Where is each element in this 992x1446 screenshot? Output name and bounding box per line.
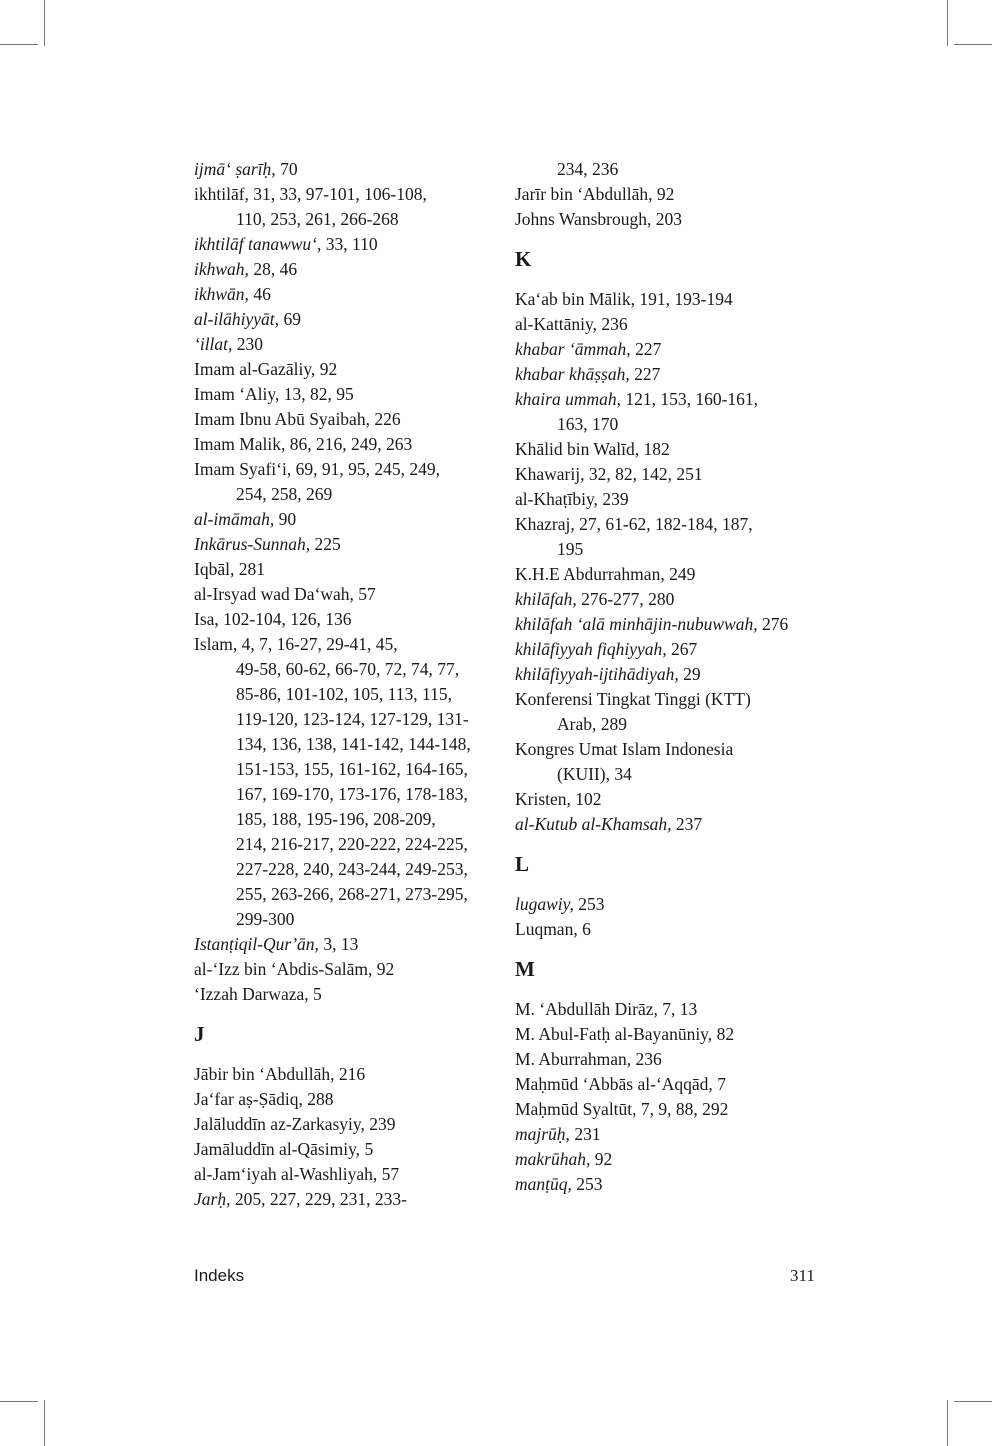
index-entry xyxy=(194,382,494,407)
index-entry xyxy=(515,312,815,337)
index-page-refs: 7 xyxy=(717,1074,726,1094)
index-entry xyxy=(194,332,494,357)
index-entry xyxy=(194,257,494,282)
index-term: al-Irsyad wad Daʻwah, xyxy=(194,584,354,604)
index-entry xyxy=(515,812,815,837)
index-entry-continuation: 255, 263-266, 268-271, 273-295, xyxy=(236,884,468,904)
index-entry-continuation: 151-153, 155, 161-162, 164-165, xyxy=(236,759,468,779)
index-letter-heading: M xyxy=(515,957,535,981)
index-entry xyxy=(515,182,815,207)
index-term: Kongres Umat Islam Indonesia xyxy=(515,739,734,759)
index-page-refs: 227 xyxy=(634,364,661,384)
index-entry xyxy=(515,487,815,512)
index-term: al-Khaṭībiy, xyxy=(515,489,598,509)
index-entry xyxy=(515,1047,815,1072)
index-entry xyxy=(194,457,494,482)
index-term: Iqbāl, xyxy=(194,559,235,579)
index-term: khabar khāṣṣah, xyxy=(515,364,630,384)
index-entry xyxy=(515,437,815,462)
index-term: Imam Ibnu Abū Syaibah, xyxy=(194,409,370,429)
index-entry-continuation: (KUII), 34 xyxy=(557,764,632,784)
index-page-refs: 46 xyxy=(253,284,271,304)
index-letter-heading: L xyxy=(515,852,530,876)
index-entry xyxy=(194,1162,494,1187)
index-entry-continuation: 254, 258, 269 xyxy=(236,484,333,504)
index-page-refs: 28, 46 xyxy=(253,259,298,279)
index-term: manṭūq, xyxy=(515,1174,572,1194)
index-page-refs: 288 xyxy=(307,1089,334,1109)
index-term: Jaʻfar aṣ-Ṣādiq, xyxy=(194,1089,303,1109)
index-term: khaira ummah, xyxy=(515,389,621,409)
index-page-refs: 182 xyxy=(643,439,670,459)
index-page-refs: 230 xyxy=(236,334,264,354)
index-term: ijmāʻ ṣarīḥ, xyxy=(194,159,276,179)
index-term: lugawiy, xyxy=(515,894,574,914)
index-entry xyxy=(194,1087,494,1112)
index-entry xyxy=(194,232,494,257)
index-letter-heading: J xyxy=(194,1022,205,1046)
index-entry xyxy=(515,997,815,1022)
index-entry xyxy=(515,1022,815,1047)
index-page-refs: 226 xyxy=(374,409,401,429)
index-entry-continuation: 234, 236 xyxy=(557,159,619,179)
index-page-refs: 227 xyxy=(635,339,662,359)
index-term: ikhtilāf tanawwuʻ, xyxy=(194,234,322,254)
index-page-refs: 31, 33, 97-101, 106-108, xyxy=(253,184,427,204)
index-entry-continuation: 299-300 xyxy=(236,909,295,929)
index-term: Jarīr bin ʻAbdullāh, xyxy=(515,184,653,204)
index-term: Isa, xyxy=(194,609,219,629)
running-footer-title: Indeks xyxy=(194,1266,245,1285)
index-entry-continuation: 49-58, 60-62, 66-70, 72, 74, 77, xyxy=(236,659,460,679)
index-term: Istanṭiqil-Qurʼān, xyxy=(194,934,319,954)
index-column-right xyxy=(515,157,815,1197)
index-page-refs: 5 xyxy=(313,984,322,1004)
index-entry xyxy=(194,932,494,957)
index-term: ʻIzzah Darwaza, xyxy=(194,984,309,1004)
index-term: al-Jamʻiyah al-Washliyah, xyxy=(194,1164,378,1184)
index-entry xyxy=(194,1112,494,1137)
index-entry xyxy=(194,432,494,457)
index-term: al-ʻIzz bin ʻAbdis-Salām, xyxy=(194,959,373,979)
index-page-refs: 27, 61-62, 182-184, 187, xyxy=(579,514,753,534)
index-entry xyxy=(515,512,815,537)
index-page-refs: 239 xyxy=(369,1114,396,1134)
index-term: Jarḥ, xyxy=(194,1189,231,1209)
index-term: al-ilāhiyyāt, xyxy=(194,309,280,329)
index-entry xyxy=(194,282,494,307)
index-term: Maḥmūd Syaltūt, xyxy=(515,1099,637,1119)
index-entry-continuation: 167, 169-170, 173-176, 178-183, xyxy=(236,784,468,804)
index-term: Johns Wansbrough, xyxy=(515,209,652,229)
index-entry-continuation: 85-86, 101-102, 105, 113, 115, xyxy=(236,684,452,704)
index-entry xyxy=(194,157,494,182)
index-page-refs: 86, 216, 249, 263 xyxy=(289,434,413,454)
index-entry xyxy=(194,507,494,532)
index-entry xyxy=(194,307,494,332)
crop-mark xyxy=(44,1400,45,1446)
crop-mark xyxy=(0,1401,38,1402)
index-page-refs: 69, 91, 95, 245, 249, xyxy=(295,459,440,479)
index-entry xyxy=(515,737,815,762)
index-term: khilāfah, xyxy=(515,589,577,609)
index-page-refs: 102-104, 126, 136 xyxy=(223,609,352,629)
index-entry xyxy=(515,387,815,412)
index-term: Khazraj, xyxy=(515,514,575,534)
index-page-refs: 69 xyxy=(283,309,301,329)
index-page-refs: 3, 13 xyxy=(323,934,359,954)
index-term: ikhtilāf, xyxy=(194,184,249,204)
index-term: khilāfiyyah fiqhiyyah, xyxy=(515,639,667,659)
index-term: ʻillat, xyxy=(194,334,233,354)
index-entry-continuation: 195 xyxy=(557,539,584,559)
index-term: khilāfiyyah-ijtihādiyah, xyxy=(515,664,679,684)
index-page-refs: 236 xyxy=(601,314,628,334)
index-page-refs: 205, 227, 229, 231, 233- xyxy=(234,1189,407,1209)
index-entry xyxy=(515,587,815,612)
index-term: Imam ʻAliy, xyxy=(194,384,280,404)
index-entry-continuation: Arab, 289 xyxy=(557,714,627,734)
crop-mark xyxy=(44,0,45,46)
index-entry xyxy=(515,362,815,387)
index-page-refs: 92 xyxy=(319,359,338,379)
index-entry xyxy=(194,957,494,982)
index-entry-continuation: 214, 216-217, 220-222, 224-225, xyxy=(236,834,468,854)
crop-mark xyxy=(947,1400,948,1446)
index-page-refs: 4, 7, 16-27, 29-41, 45, xyxy=(241,634,398,654)
index-page-refs: 239 xyxy=(602,489,629,509)
index-term: Luqman, xyxy=(515,919,578,939)
index-entry-continuation: 163, 170 xyxy=(557,414,619,434)
index-entry xyxy=(194,532,494,557)
index-page-refs: 225 xyxy=(314,534,341,554)
index-entry xyxy=(515,1147,815,1172)
index-term: Imam al-Gazāliy, xyxy=(194,359,316,379)
index-entry xyxy=(515,1172,815,1197)
index-entry xyxy=(515,562,815,587)
index-page-refs: 90 xyxy=(278,509,297,529)
index-term: Islam, xyxy=(194,634,238,654)
index-term: Kaʻab bin Mālik, xyxy=(515,289,636,309)
index-term: khilāfah ʻalā minhājin-nubuwwah, xyxy=(515,614,758,634)
index-term: makrūhah, xyxy=(515,1149,591,1169)
index-entry xyxy=(515,462,815,487)
index-term: Konferensi Tingkat Tinggi (KTT) xyxy=(515,689,751,709)
index-entry xyxy=(194,582,494,607)
index-page-refs: 92 xyxy=(656,184,675,204)
index-entry xyxy=(194,982,494,1007)
index-entry-continuation: 185, 188, 195-196, 208-209, xyxy=(236,809,436,829)
index-page-refs: 7, 13 xyxy=(662,999,698,1019)
index-page-refs: 32, 82, 142, 251 xyxy=(588,464,703,484)
index-page-refs: 5 xyxy=(364,1139,374,1159)
index-entry xyxy=(515,687,815,712)
index-page-refs: 29 xyxy=(683,664,701,684)
index-entry xyxy=(194,1062,494,1087)
index-column-left xyxy=(194,157,494,1212)
index-entry xyxy=(515,207,815,232)
index-term: majrūḥ, xyxy=(515,1124,570,1144)
index-entry xyxy=(194,607,494,632)
index-entry xyxy=(515,662,815,687)
index-page-refs: 236 xyxy=(635,1049,662,1069)
index-entry-continuation: 227-228, 240, 243-244, 249-253, xyxy=(236,859,468,879)
index-entry xyxy=(515,612,815,637)
index-term: Jamāluddīn al-Qāsimiy, xyxy=(194,1139,361,1159)
index-term: ikhwān, xyxy=(194,284,249,304)
index-term: K.H.E Abdurrahman, xyxy=(515,564,665,584)
index-entry-continuation: 134, 136, 138, 141-142, 144-148, xyxy=(236,734,471,754)
index-entry xyxy=(515,892,815,917)
index-entry xyxy=(194,1137,494,1162)
page-number: 311 xyxy=(790,1266,815,1285)
index-entry xyxy=(515,287,815,312)
index-entry xyxy=(194,1187,494,1212)
index-page-refs: 121, 153, 160-161, xyxy=(625,389,759,409)
index-entry xyxy=(515,637,815,662)
index-page-refs: 253 xyxy=(576,1174,603,1194)
index-entry-continuation: 110, 253, 261, 266-268 xyxy=(236,209,399,229)
index-page-refs: 216 xyxy=(338,1064,366,1084)
index-term: Maḥmūd ʻAbbās al-ʻAqqād, xyxy=(515,1074,713,1094)
index-term: Imam Malik, xyxy=(194,434,286,454)
crop-mark xyxy=(0,44,38,45)
index-term: ikhwah, xyxy=(194,259,249,279)
index-page-refs: 276 xyxy=(761,614,789,634)
index-page-refs: 276-277, 280 xyxy=(581,589,675,609)
index-page-refs: 7, 9, 88, 292 xyxy=(640,1099,729,1119)
index-page-refs: 203 xyxy=(655,209,682,229)
index-entry xyxy=(194,357,494,382)
crop-mark xyxy=(954,44,992,45)
index-page-refs: 82 xyxy=(716,1024,735,1044)
index-term: M. ʻAbdullāh Dirāz, xyxy=(515,999,658,1019)
index-entry xyxy=(515,917,815,942)
index-entry xyxy=(515,787,815,812)
index-letter-heading: K xyxy=(515,247,532,271)
index-page-refs: 253 xyxy=(578,894,605,914)
index-entry xyxy=(515,1122,815,1147)
index-term: Khawarij, xyxy=(515,464,585,484)
index-entry xyxy=(515,1097,815,1122)
index-page-refs: 13, 82, 95 xyxy=(283,384,354,404)
index-term: Khālid bin Walīd, xyxy=(515,439,640,459)
index-page-refs: 281 xyxy=(238,559,265,579)
index-term: khabar ʻāmmah, xyxy=(515,339,631,359)
index-entry xyxy=(515,1072,815,1097)
index-page-refs: 6 xyxy=(582,919,591,939)
index-term: al-Kutub al-Khamsah, xyxy=(515,814,672,834)
index-page-refs: 57 xyxy=(381,1164,400,1184)
index-entry xyxy=(194,557,494,582)
index-term: al-Kattāniy, xyxy=(515,314,597,334)
index-entry xyxy=(515,337,815,362)
index-page-refs: 33, 110 xyxy=(325,234,378,254)
index-term: Jalāluddīn az-Zarkasyiy, xyxy=(194,1114,365,1134)
index-page-refs: 70 xyxy=(280,159,298,179)
index-entry-continuation: 119-120, 123-124, 127-129, 131- xyxy=(236,709,469,729)
index-page-refs: 102 xyxy=(575,789,602,809)
index-term: Imam Syafiʻi, xyxy=(194,459,292,479)
index-page-refs: 231 xyxy=(574,1124,601,1144)
index-term: Inkārus-Sunnah, xyxy=(194,534,311,554)
index-term: al-imāmah, xyxy=(194,509,275,529)
index-term: M. Aburrahman, xyxy=(515,1049,632,1069)
index-entry xyxy=(194,632,494,657)
index-term: M. Abul-Fatḥ al-Bayanūniy, xyxy=(515,1024,713,1044)
index-entry xyxy=(194,182,494,207)
index-page-refs: 237 xyxy=(675,814,703,834)
index-page-refs: 249 xyxy=(669,564,696,584)
index-page-refs: 57 xyxy=(358,584,376,604)
index-term: Kristen, xyxy=(515,789,571,809)
crop-mark xyxy=(947,0,948,46)
index-page-refs: 191, 193-194 xyxy=(639,289,733,309)
index-page-refs: 92 xyxy=(594,1149,613,1169)
index-term: Jābir bin ʻAbdullāh, xyxy=(194,1064,335,1084)
crop-mark xyxy=(954,1401,992,1402)
index-entry xyxy=(194,407,494,432)
index-page-refs: 267 xyxy=(671,639,698,659)
index-page-refs: 92 xyxy=(376,959,395,979)
